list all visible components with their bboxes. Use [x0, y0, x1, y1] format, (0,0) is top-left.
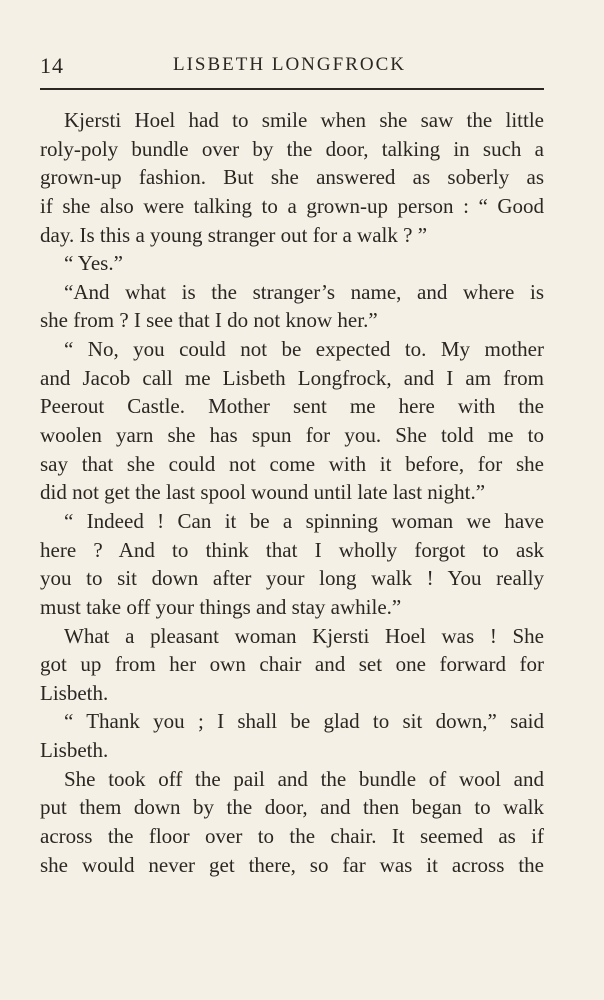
text-line: Lisbeth. — [40, 738, 109, 763]
text-line: she from ? I see that I do not know her.” — [40, 308, 378, 333]
text-line: roly-poly bundle over by the door, talking in such a — [40, 136, 544, 161]
text-line: She took off the pail and the bundle of wool and — [64, 766, 544, 791]
running-head: LISBETH LONGFROCK — [173, 54, 406, 75]
page-header — [40, 50, 544, 80]
page-number: 14 — [40, 53, 64, 78]
text-line: across the floor over to the chair. It seemed as if — [40, 824, 544, 849]
text-line: put them down by the door, and then began to walk — [40, 795, 544, 820]
header-rule — [40, 88, 544, 90]
text-line: did not get the last spool wound until late last night.” — [40, 480, 486, 505]
body-text — [40, 106, 544, 879]
text-line: you to sit down after your long walk ! You really — [40, 566, 544, 591]
text-line: woolen yarn she has spun for you. She told me to — [40, 423, 544, 448]
text-line: Kjersti Hoel had to smile when she saw the little — [64, 108, 544, 132]
text-line: she would never get there, so far was it across the — [40, 852, 544, 877]
text-line: “And what is the stranger’s name, and where is — [64, 279, 544, 304]
text-line: “ Yes.” — [64, 251, 123, 276]
text-line: must take off your things and stay awhile.” — [40, 594, 402, 619]
text-line: Peerout Castle. Mother sent me here with the — [40, 394, 544, 419]
text-line: Lisbeth. — [40, 680, 109, 705]
text-line: grown-up fashion. But she answered as soberly as — [40, 165, 544, 190]
text-line: “ No, you could not be expected to. My mother — [64, 337, 544, 362]
text-line: “ Indeed ! Can it be a spinning woman we have — [64, 508, 544, 533]
text-line: day. Is this a young stranger out for a walk ? ” — [40, 222, 428, 247]
text-line: and Jacob call me Lisbeth Longfrock, and I am from — [40, 365, 544, 390]
text-line: if she also were talking to a grown-up person : “ Good — [40, 193, 544, 218]
text-line: What a pleasant woman Kjersti Hoel was ! She — [64, 623, 544, 648]
text-line: “ Thank you ; I shall be glad to sit down,” said — [64, 709, 544, 734]
text-line: got up from her own chair and set one forward for — [40, 652, 544, 677]
text-line: say that she could not come with it before, for she — [40, 451, 544, 476]
text-line: here ? And to think that I wholly forgot to ask — [40, 537, 544, 562]
